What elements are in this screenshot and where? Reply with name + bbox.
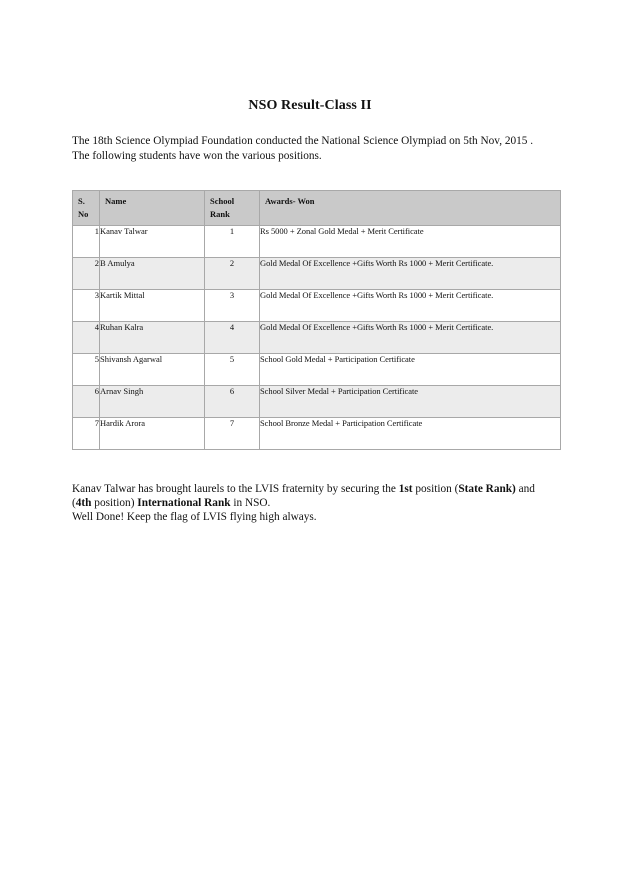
cell-name: Arnav Singh — [100, 386, 205, 418]
cell-sno: 5 — [73, 354, 100, 386]
cell-rank: 1 — [205, 226, 260, 258]
cell-rank: 5 — [205, 354, 260, 386]
well-done-line: Well Done! Keep the flag of LVIS flying high always. — [72, 511, 317, 523]
cell-award: School Bronze Medal + Participation Certificate — [260, 418, 561, 450]
cell-award: Gold Medal Of Excellence +Gifts Worth Rs 1000 + Merit Certificate. — [260, 290, 561, 322]
cell-sno: 4 — [73, 322, 100, 354]
cell-rank: 6 — [205, 386, 260, 418]
cell-rank: 7 — [205, 418, 260, 450]
header-rank: School Rank — [205, 191, 260, 226]
table-row — [73, 226, 561, 258]
cell-rank: 3 — [205, 290, 260, 322]
cell-award: Gold Medal Of Excellence +Gifts Worth Rs 1000 + Merit Certificate. — [260, 322, 561, 354]
cell-sno: 6 — [73, 386, 100, 418]
cell-sno: 1 — [73, 226, 100, 258]
header-name: Name — [100, 191, 205, 226]
closing-text — [72, 482, 542, 524]
congratulations-paragraph: Kanav Talwar has brought laurels to the LVIS fraternity by securing the 1st position (State Rank) and (4th position) International Rank in NSO. — [72, 483, 535, 509]
header-awards: Awards- Won — [260, 191, 561, 226]
cell-name: Kanav Talwar — [100, 226, 205, 258]
table-row — [73, 290, 561, 322]
cell-sno: 7 — [73, 418, 100, 450]
table-row — [73, 322, 561, 354]
cell-name: Shivansh Agarwal — [100, 354, 205, 386]
cell-sno: 2 — [73, 258, 100, 290]
table-row — [73, 418, 561, 450]
page-title: NSO Result-Class II — [248, 98, 372, 113]
results-table — [72, 190, 561, 450]
header-sno: S. No — [73, 191, 100, 226]
cell-award: School Silver Medal + Participation Certificate — [260, 386, 561, 418]
cell-award: School Gold Medal + Participation Certificate — [260, 354, 561, 386]
table-row — [73, 258, 561, 290]
cell-name: Hardik Arora — [100, 418, 205, 450]
cell-rank: 2 — [205, 258, 260, 290]
cell-sno: 3 — [73, 290, 100, 322]
intro-paragraph: The 18th Science Olympiad Foundation conducted the National Science Olympiad on 5th Nov, 2015 . The following students have won the various positions. — [72, 135, 534, 162]
cell-award: Gold Medal Of Excellence +Gifts Worth Rs 1000 + Merit Certificate. — [260, 258, 561, 290]
cell-award: Rs 5000 + Zonal Gold Medal + Merit Certificate — [260, 226, 561, 258]
cell-name: B Amulya — [100, 258, 205, 290]
table-row — [73, 386, 561, 418]
table-row — [73, 354, 561, 386]
cell-rank: 4 — [205, 322, 260, 354]
cell-name: Kartik Mittal — [100, 290, 205, 322]
cell-name: Ruhan Kalra — [100, 322, 205, 354]
table-header-row — [73, 191, 561, 226]
